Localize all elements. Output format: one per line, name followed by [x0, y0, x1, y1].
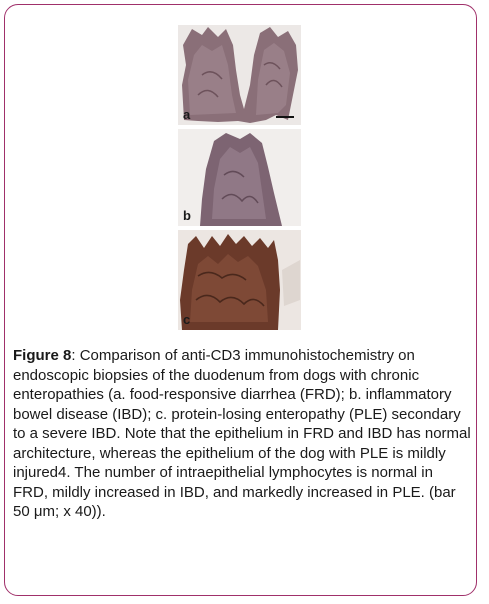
figure-caption: [13, 346, 471, 522]
histology-image-b: [178, 129, 301, 226]
histology-image-a: [178, 25, 301, 125]
histology-image-c: [178, 230, 301, 330]
figure-label: Figure 8: [13, 347, 72, 364]
histology-panel-a: [178, 25, 301, 125]
figure-caption-text: : Comparison of anti-CD3 immunohistochemistry on endoscopic biopsies of the duodenum from dogs with chronic enteropathies (a. food-responsive diarrhea (FRD); b. inflammatory bowel disease (IBD); c. protein-losing enteropathy (PLE) secondary to a severe IBD. Note that the epithelium in FRD and IBD has normal architecture, whereas the epithelium of the dog with PLE is mildly injured4. The number of intraepithelial lymphocytes is normal in FRD, mildly increased in IBD, and markedly increased in PLE. (bar 50 μm; x 40)).: [13, 347, 471, 520]
histology-panel-b: [178, 129, 301, 226]
histology-panel-c: [178, 230, 301, 330]
panel-letter-b: b: [183, 208, 191, 223]
panel-letter-a: a: [183, 107, 191, 122]
panel-letter-c: c: [183, 312, 191, 327]
